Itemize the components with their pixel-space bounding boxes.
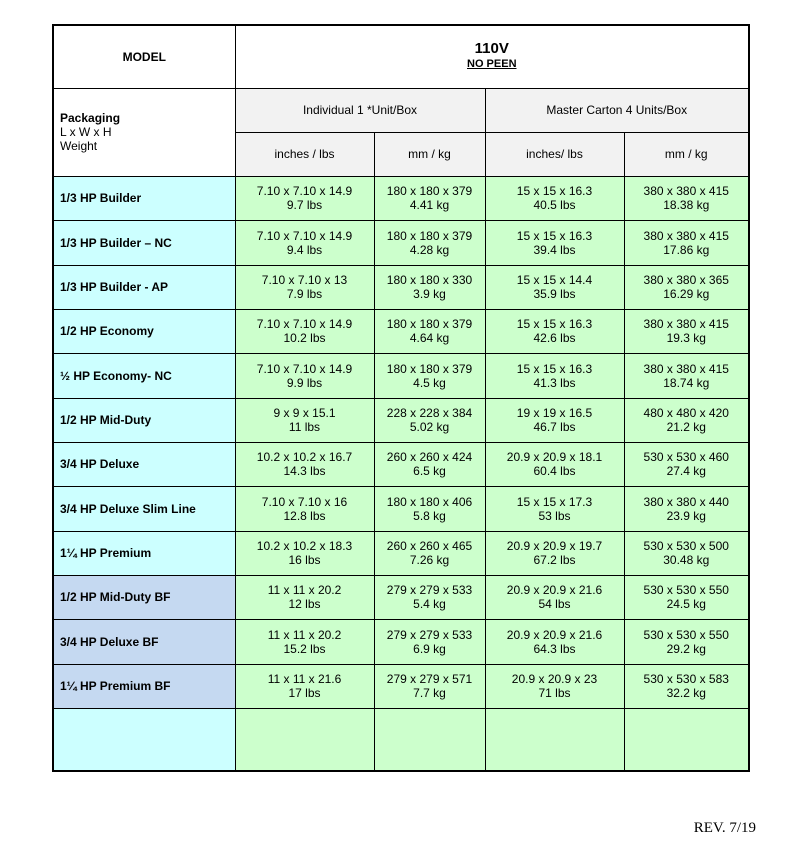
weight-text: 60.4 lbs [533, 464, 576, 478]
table-row [53, 398, 749, 442]
dimensions-text: 15 x 15 x 16.3 [516, 228, 593, 243]
value-cell [485, 575, 624, 619]
table-row [53, 265, 749, 309]
table-row [53, 442, 749, 486]
model-header: MODEL [53, 25, 235, 88]
dimensions-text: 19 x 19 x 16.5 [516, 406, 593, 420]
revision-label: REV. 7/19 [693, 820, 756, 836]
table-row [53, 486, 749, 531]
packaging-weight: Weight [60, 139, 98, 153]
value-cell [485, 664, 624, 708]
value-cell [235, 353, 374, 398]
weight-text: 3.9 kg [413, 287, 446, 301]
packaging-header [53, 88, 235, 176]
dimensions-text: 530 x 530 x 550 [643, 627, 729, 642]
dimensions-text: 15 x 15 x 16.3 [516, 184, 593, 198]
value-cell [235, 486, 374, 531]
value-cell [485, 619, 624, 664]
group-master-carton: Master Carton 4 Units/Box [485, 88, 749, 132]
table-row [53, 176, 749, 220]
value-cell [624, 575, 749, 619]
weight-text: 18.74 kg [663, 375, 710, 390]
value-cell [624, 220, 749, 265]
weight-text: 17.86 kg [663, 242, 710, 257]
weight-text: 7.9 lbs [286, 287, 323, 301]
weight-text: 5.8 kg [413, 508, 446, 523]
group-individual: Individual 1 *Unit/Box [235, 88, 485, 132]
weight-text: 21.2 kg [666, 420, 706, 434]
weight-text: 12 lbs [288, 597, 321, 611]
value-cell [624, 353, 749, 398]
unit-mm-kg: mm / kg [374, 132, 485, 176]
weight-text: 7.7 kg [413, 686, 446, 700]
weight-text: 5.02 kg [409, 420, 450, 434]
dimensions-text: 279 x 279 x 571 [386, 672, 473, 686]
value-cell [624, 176, 749, 220]
value-cell [235, 531, 374, 575]
voltage-subtitle: NO PEEN [467, 58, 517, 71]
weight-text: 64.3 lbs [533, 641, 576, 656]
dimensions-text: 380 x 380 x 415 [643, 361, 729, 376]
model-name-cell: 1/2 HP Economy [53, 309, 235, 353]
table-row [53, 575, 749, 619]
value-cell [374, 531, 485, 575]
value-cell [624, 309, 749, 353]
dimensions-text: 20.9 x 20.9 x 21.6 [506, 583, 603, 597]
value-cell [624, 442, 749, 486]
value-cell [235, 220, 374, 265]
weight-text: 19.3 kg [666, 331, 706, 345]
dimensions-text: 530 x 530 x 583 [643, 672, 729, 686]
empty-cell [374, 708, 485, 771]
packaging-title: Packaging [60, 111, 121, 125]
dimensions-text: 7.10 x 7.10 x 14.9 [256, 361, 353, 376]
table-row [53, 664, 749, 708]
weight-text: 67.2 lbs [533, 553, 576, 567]
model-name-cell: 1/3 HP Builder – NC [53, 220, 235, 265]
value-cell [485, 442, 624, 486]
model-name-cell: 1/3 HP Builder - AP [53, 265, 235, 309]
weight-text: 46.7 lbs [533, 420, 576, 434]
table-row [53, 619, 749, 664]
dimensions-text: 380 x 380 x 440 [643, 494, 729, 509]
weight-text: 9.4 lbs [286, 242, 323, 257]
value-cell [374, 265, 485, 309]
table-row [53, 309, 749, 353]
dimensions-text: 180 x 180 x 379 [386, 317, 473, 331]
dimensions-text: 15 x 15 x 16.3 [516, 317, 593, 331]
value-cell [235, 176, 374, 220]
dimensions-text: 20.9 x 20.9 x 19.7 [506, 539, 603, 553]
model-name-cell: 3/4 HP Deluxe Slim Line [53, 486, 235, 531]
weight-text: 9.9 lbs [286, 375, 323, 390]
weight-text: 9.7 lbs [286, 198, 323, 212]
weight-text: 23.9 kg [666, 508, 706, 523]
dimensions-text: 530 x 530 x 500 [643, 539, 729, 553]
dimensions-text: 10.2 x 10.2 x 18.3 [256, 539, 353, 553]
dimensions-text: 380 x 380 x 415 [643, 184, 729, 198]
dimensions-text: 180 x 180 x 330 [386, 273, 473, 287]
weight-text: 4.5 kg [413, 375, 446, 390]
weight-text: 10.2 lbs [283, 331, 326, 345]
dimensions-text: 530 x 530 x 460 [643, 450, 729, 464]
weight-text: 71 lbs [538, 686, 571, 700]
model-name-cell: 1¼ HP Premium BF [53, 664, 235, 708]
weight-text: 14.3 lbs [283, 464, 326, 478]
value-cell [374, 442, 485, 486]
dimensions-text: 530 x 530 x 550 [643, 583, 729, 597]
dimensions-text: 480 x 480 x 420 [643, 406, 729, 420]
weight-text: 29.2 kg [666, 641, 706, 656]
weight-text: 12.8 lbs [283, 508, 326, 523]
weight-text: 6.5 kg [413, 464, 446, 478]
dimensions-text: 7.10 x 7.10 x 14.9 [256, 228, 353, 243]
value-cell [624, 265, 749, 309]
value-cell [485, 531, 624, 575]
dimensions-text: 380 x 380 x 415 [643, 317, 729, 331]
empty-row [53, 708, 749, 771]
value-cell [235, 398, 374, 442]
dimensions-text: 260 x 260 x 465 [386, 539, 473, 553]
dimensions-text: 9 x 9 x 15.1 [273, 406, 336, 420]
value-cell [235, 309, 374, 353]
value-cell [485, 176, 624, 220]
value-cell [485, 398, 624, 442]
value-cell [374, 664, 485, 708]
dimensions-text: 180 x 180 x 406 [386, 494, 473, 509]
value-cell [624, 531, 749, 575]
weight-text: 41.3 lbs [533, 375, 576, 390]
table-row [53, 531, 749, 575]
packaging-dims: L x W x H [60, 125, 112, 139]
empty-cell [235, 708, 374, 771]
dimensions-text: 7.10 x 7.10 x 16 [261, 494, 348, 509]
value-cell [485, 220, 624, 265]
weight-text: 4.28 kg [409, 242, 450, 257]
weight-text: 6.9 kg [413, 641, 446, 656]
dimensions-text: 279 x 279 x 533 [386, 627, 473, 642]
value-cell [235, 575, 374, 619]
weight-text: 27.4 kg [666, 464, 706, 478]
table-row [53, 220, 749, 265]
dimensions-text: 11 x 11 x 20.2 [267, 627, 342, 642]
dimensions-text: 7.10 x 7.10 x 14.9 [256, 317, 353, 331]
weight-text: 15.2 lbs [283, 641, 326, 656]
dimensions-text: 20.9 x 20.9 x 23 [511, 672, 598, 686]
unit-inches-lbs: inches / lbs [235, 132, 374, 176]
value-cell [485, 486, 624, 531]
dimensions-text: 228 x 228 x 384 [386, 406, 473, 420]
dimensions-text: 15 x 15 x 14.4 [516, 273, 593, 287]
value-cell [374, 619, 485, 664]
dimensions-text: 279 x 279 x 533 [386, 583, 473, 597]
value-cell [374, 398, 485, 442]
dimensions-text: 180 x 180 x 379 [386, 184, 473, 198]
weight-text: 35.9 lbs [533, 287, 576, 301]
weight-text: 11 lbs [288, 420, 321, 434]
value-cell [235, 664, 374, 708]
model-name-cell: 1/2 HP Mid-Duty BF [53, 575, 235, 619]
weight-text: 17 lbs [288, 686, 321, 700]
value-cell [374, 176, 485, 220]
weight-text: 53 lbs [538, 508, 571, 523]
dimensions-text: 20.9 x 20.9 x 21.6 [506, 627, 603, 642]
value-cell [624, 398, 749, 442]
dimensions-text: 15 x 15 x 16.3 [516, 361, 593, 376]
dimensions-text: 180 x 180 x 379 [386, 361, 473, 376]
empty-cell [53, 708, 235, 771]
dimensions-text: 10.2 x 10.2 x 16.7 [256, 450, 353, 464]
empty-cell [624, 708, 749, 771]
weight-text: 54 lbs [538, 597, 571, 611]
model-name-cell: 3/4 HP Deluxe BF [53, 619, 235, 664]
voltage-title: 110V [474, 40, 509, 58]
dimensions-text: 7.10 x 7.10 x 13 [261, 273, 348, 287]
value-cell [485, 265, 624, 309]
dimensions-text: 11 x 11 x 20.2 [267, 583, 342, 597]
value-cell [235, 442, 374, 486]
value-cell [485, 309, 624, 353]
weight-text: 4.41 kg [409, 198, 450, 212]
dimensions-text: 380 x 380 x 415 [643, 228, 729, 243]
dimensions-text: 11 x 11 x 21.6 [267, 672, 342, 686]
weight-text: 4.64 kg [409, 331, 450, 345]
weight-text: 18.38 kg [663, 198, 710, 212]
value-cell [374, 220, 485, 265]
value-cell [485, 353, 624, 398]
packaging-spec-table [52, 24, 750, 772]
weight-text: 40.5 lbs [533, 198, 576, 212]
empty-cell [485, 708, 624, 771]
model-name-cell: 1/3 HP Builder [53, 176, 235, 220]
dimensions-text: 20.9 x 20.9 x 18.1 [506, 450, 603, 464]
dimensions-text: 180 x 180 x 379 [386, 228, 473, 243]
value-cell [374, 353, 485, 398]
weight-text: 30.48 kg [663, 553, 710, 567]
unit-master-inches-lbs: inches/ lbs [485, 132, 624, 176]
value-cell [374, 575, 485, 619]
weight-text: 24.5 kg [666, 597, 706, 611]
model-name-cell: 1¼ HP Premium [53, 531, 235, 575]
model-name-cell: ½ HP Economy- NC [53, 353, 235, 398]
weight-text: 16.29 kg [663, 287, 710, 301]
value-cell [374, 309, 485, 353]
unit-master-mm-kg: mm / kg [624, 132, 749, 176]
dimensions-text: 7.10 x 7.10 x 14.9 [256, 184, 353, 198]
table-row [53, 353, 749, 398]
value-cell [374, 486, 485, 531]
model-name-cell: 1/2 HP Mid-Duty [53, 398, 235, 442]
model-name-cell: 3/4 HP Deluxe [53, 442, 235, 486]
value-cell [624, 486, 749, 531]
value-cell [235, 265, 374, 309]
weight-text: 39.4 lbs [533, 242, 576, 257]
value-cell [624, 664, 749, 708]
weight-text: 16 lbs [288, 553, 321, 567]
value-cell [235, 619, 374, 664]
weight-text: 5.4 kg [413, 597, 446, 611]
dimensions-text: 380 x 380 x 365 [643, 273, 729, 287]
weight-text: 42.6 lbs [533, 331, 576, 345]
voltage-header [235, 25, 749, 88]
weight-text: 32.2 kg [666, 686, 706, 700]
weight-text: 7.26 kg [409, 553, 450, 567]
value-cell [624, 619, 749, 664]
dimensions-text: 15 x 15 x 17.3 [516, 494, 593, 509]
dimensions-text: 260 x 260 x 424 [386, 450, 473, 464]
